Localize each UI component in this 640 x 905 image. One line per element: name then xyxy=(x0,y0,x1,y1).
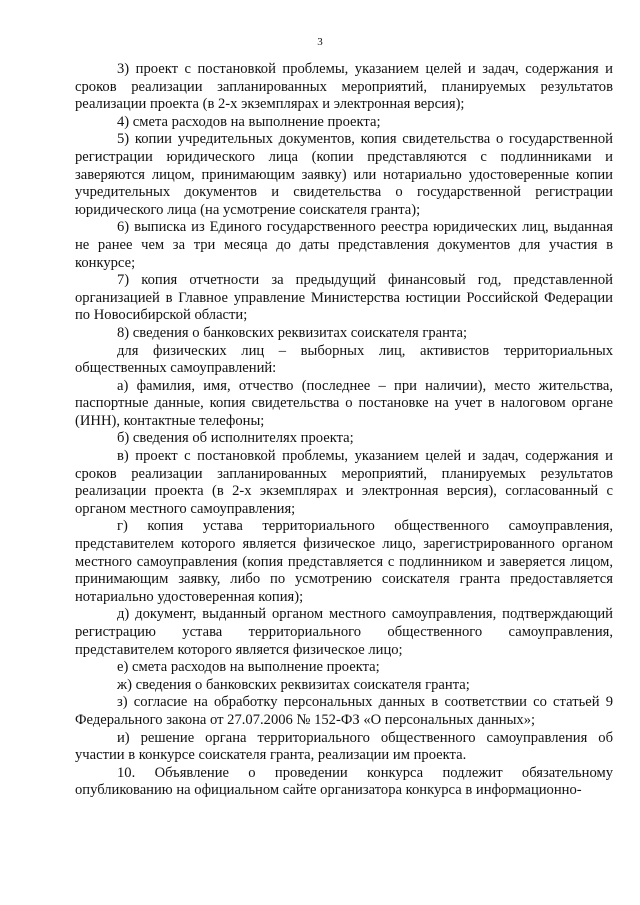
page-number: 3 xyxy=(317,36,323,48)
paragraph-item-zh: ж) сведения о банковских реквизитах соискателя гранта; xyxy=(117,676,470,693)
paragraph-item-d: д) документ, выданный органом местного самоуправления, подтверждающий регистрацию устава территориального общественного самоуправления, представителем которого является физическое лицо; xyxy=(75,606,613,658)
paragraph-item-7: 7) копия отчетности за предыдущий финансовый год, представленной организацией в Главное управление Министерства юстиции Российской Федерации по Новосибирской области; xyxy=(75,272,613,324)
paragraph-item-e: е) смета расходов на выполнение проекта; xyxy=(117,659,380,676)
paragraph-item-3: 3) проект с постановкой проблемы, указанием целей и задач, содержания и сроков реализации запланированных мероприятий, планируемых результатов реализации проекта (в 2-х экземплярах и электронная версия); xyxy=(75,61,613,113)
paragraph-item-4: 4) смета расходов на выполнение проекта; xyxy=(117,113,381,130)
paragraph-section-10: 10. Объявление о проведении конкурса подлежит обязательному опубликованию на официальном сайте организатора конкурса в информационно- xyxy=(75,764,613,799)
paragraph-individuals-intro: для физических лиц – выборных лиц, активистов территориальных общественных самоуправлений: xyxy=(75,342,613,377)
paragraph-item-v: в) проект с постановкой проблемы, указанием целей и задач, содержания и сроков реализации запланированных мероприятий, планируемых результатов реализации проекта (в 2-х экземплярах и электронная версия), согласованный с органом местного самоуправления; xyxy=(75,448,613,517)
paragraph-item-b: б) сведения об исполнителях проекта; xyxy=(117,430,354,447)
paragraph-item-5: 5) копии учредительных документов, копия свидетельства о государственной регистрации юридического лица (копии представляются с подлинниками и заверяются лицом, принимающим заявку) или нотариально удостоверенные копии учредительных документов и свидетельства о государственной регистрации юридического лица (на усмотрение соискателя гранта); xyxy=(75,131,613,218)
paragraph-item-a: а) фамилия, имя, отчество (последнее – при наличии), место жительства, паспортные данные, копия свидетельства о постановке на учет в налоговом органе (ИНН), контактные телефоны; xyxy=(75,377,613,429)
paragraph-item-z: з) согласие на обработку персональных данных в соответствии со статьей 9 Федерального закона от 27.07.2006 № 152-ФЗ «О персональных данных»; xyxy=(75,694,613,728)
paragraph-item-g: г) копия устава территориального общественного самоуправления, представителем которого является физическое лицо, зарегистрированного органом местного самоуправления (копия представляется с подлинником и заверяется лицом, принимающим заявку, либо по усмотрению соискателя гранта предоставляется нотариально удостоверенная копия); xyxy=(75,518,613,605)
paragraph-item-i: и) решение органа территориального общественного самоуправления об участии в конкурсе соискателя гранта, реализации им проекта. xyxy=(75,729,613,764)
document-body xyxy=(75,61,613,800)
paragraph-item-6: 6) выписка из Единого государственного реестра юридических лиц, выданная не ранее чем за три месяца до даты представления документов для участия в конкурсе; xyxy=(75,219,613,271)
paragraph-item-8: 8) сведения о банковских реквизитах соискателя гранта; xyxy=(117,324,467,341)
